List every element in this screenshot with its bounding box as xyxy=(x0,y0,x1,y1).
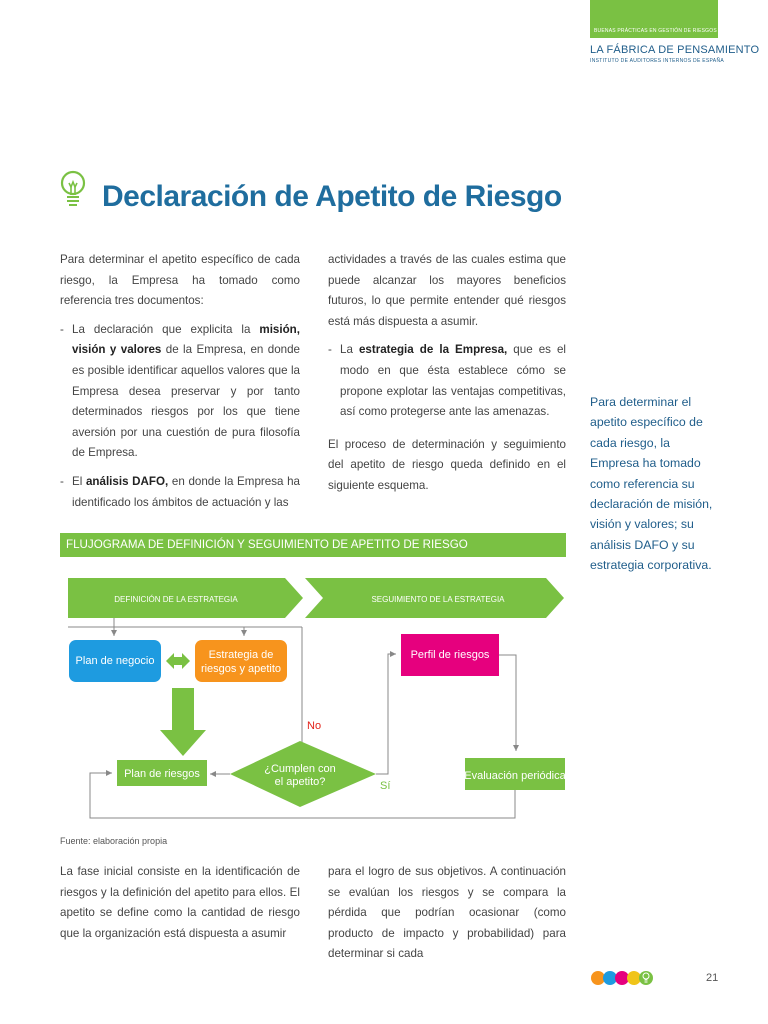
list-text: de la Empresa, en donde es posible identificar aquellos valores que la Empresa desea preservar y por tanto determinados riesgos por los que tiene aversión por una cuestión de pura filosofía de Empresa. xyxy=(72,343,301,460)
institute-name: INSTITUTO DE AUDITORES INTERNOS DE ESPAÑA xyxy=(590,58,724,64)
list-text: en donde la Empresa ha identificado los ámbitos de actuación y las xyxy=(72,474,301,509)
estrategia-label-line1: Estrategia de xyxy=(208,649,274,661)
estrategia-label-line2: riesgos y apetito xyxy=(200,663,282,675)
list-item xyxy=(328,340,566,422)
list-item xyxy=(60,472,300,513)
footer-dot xyxy=(627,971,641,985)
list-emphasis: misión, visión y valores xyxy=(72,322,300,357)
page-number: 21 xyxy=(706,972,719,984)
lightbulb-icon xyxy=(58,170,88,210)
series-label: BUENAS PRÁCTICAS EN GESTIÓN DE RIESGOS xyxy=(594,28,717,34)
list-text: La declaración que explicita la xyxy=(72,322,260,336)
plan-riesgos-label: Plan de riesgos xyxy=(124,768,200,780)
plan-negocio-label: Plan de negocio xyxy=(75,655,155,667)
decision-label-line2: el apetito? xyxy=(274,776,326,788)
text-column-1 xyxy=(60,250,300,521)
list-emphasis: estrategia de la Empresa, xyxy=(358,343,508,357)
text-column-4: para el logro de sus objetivos. A continuación se evalúan los riesgos y se compara la pérdida que podrían ocasionar (como producto de impacto y probabilidad) para determinar si cada xyxy=(328,865,566,961)
footer-dot xyxy=(615,971,629,985)
paragraph: actividades a través de las cuales estima que puede alcanzar los mayores beneficios futuros, lo que permite entender qué riesgos está más dispuesta a asumir. xyxy=(328,253,566,328)
connector-line xyxy=(499,655,516,751)
list-text: La xyxy=(340,343,359,357)
text-column-3: La fase inicial consiste en la identificación de riesgos y la definición del apetito para ellos. El apetito se define como la cantidad de riesgo que la organización está dispuesta a asumir xyxy=(60,865,300,940)
footer-dot xyxy=(591,971,605,985)
decision-label-line1: ¿Cumplen con xyxy=(264,763,336,775)
sidenote: Para determinar el apetito específico de cada riesgo, la Empresa ha tomado como referencia su declaración de misión, visión y valores; su análisis DAFO y su estrategia corporativa. xyxy=(590,395,713,573)
footer-dots xyxy=(590,968,660,988)
big-down-arrow xyxy=(160,688,206,756)
page-title: Declaración de Apetito de Riesgo xyxy=(102,180,562,213)
list-text: que es el modo en que ésta establece cómo se propone explotar las ventajas competitivas, así como protegerse ante las amenazas. xyxy=(340,343,567,419)
flowchart xyxy=(60,570,570,825)
footer-dot xyxy=(603,971,617,985)
series-banner xyxy=(590,0,718,38)
list-emphasis: análisis DAFO, xyxy=(85,474,169,488)
figure-caption: Fuente: elaboración propia xyxy=(60,836,168,846)
list-text: El xyxy=(72,474,86,488)
si-label: Sí xyxy=(380,780,391,792)
estrategia-box xyxy=(195,640,287,682)
no-label: No xyxy=(307,720,322,732)
evaluacion-label: Evaluación periódica xyxy=(464,770,566,782)
list-item xyxy=(60,320,300,464)
brand-name: LA FÁBRICA DE PENSAMIENTO xyxy=(590,44,760,56)
perfil-riesgos-label: Perfil de riesgos xyxy=(410,649,490,661)
double-arrow-icon xyxy=(166,653,190,669)
text-column-2 xyxy=(328,250,566,505)
phase-definition-label: DEFINICIÓN DE LA ESTRATEGIA xyxy=(114,595,238,604)
flowchart-title: FLUJOGRAMA DE DEFINICIÓN Y SEGUIMIENTO DE APETITO DE RIESGO xyxy=(60,533,566,557)
paragraph: Para determinar el apetito específico de cada riesgo, la Empresa ha tomado como referencia tres documentos: xyxy=(60,253,300,308)
connector-line xyxy=(376,654,396,774)
paragraph: El proceso de determinación y seguimiento del apetito de riesgo queda definido en el siguiente esquema. xyxy=(328,437,566,492)
phase-monitoring-label: SEGUIMIENTO DE LA ESTRATEGIA xyxy=(371,595,505,604)
